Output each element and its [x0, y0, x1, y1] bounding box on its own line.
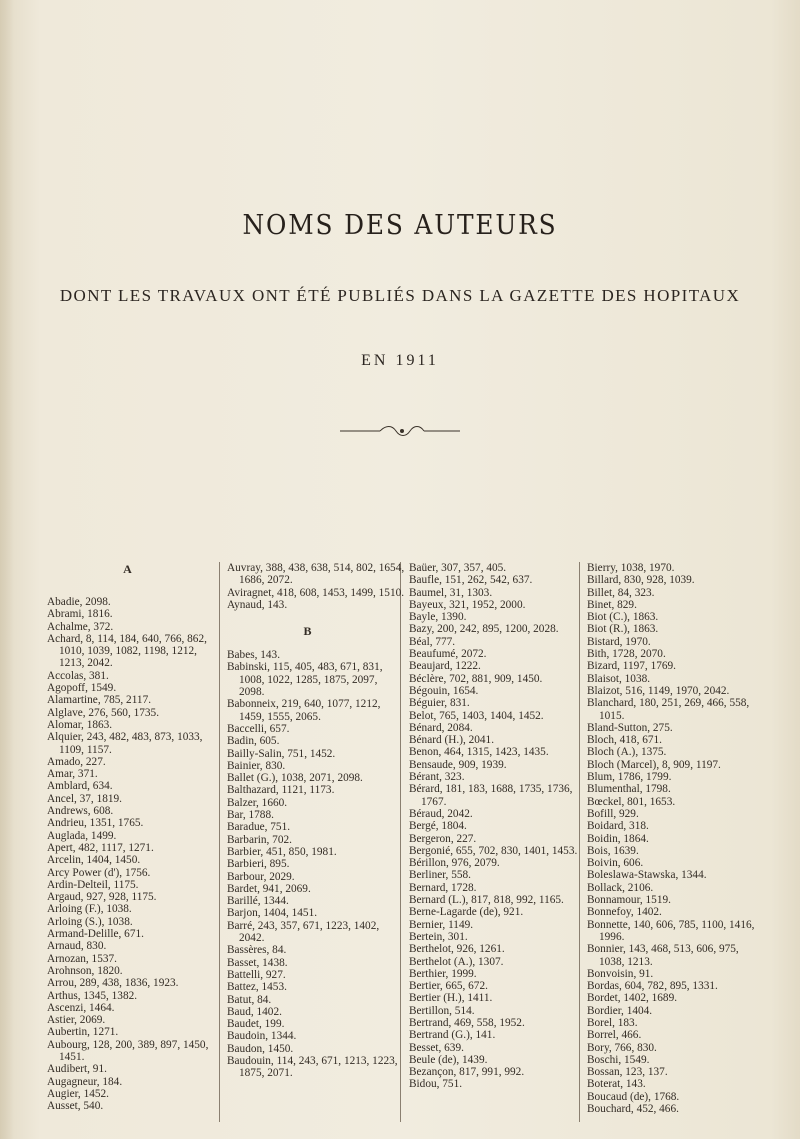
author-entry: Bossan, 123, 137.: [587, 1066, 668, 1079]
author-column-4: [587, 562, 765, 1115]
author-entry: Bayle, 1390.: [409, 611, 467, 624]
author-entry: Bois, 1639.: [587, 844, 639, 857]
author-entry: Berthelot, 926, 1261.: [409, 943, 505, 956]
author-entry: Bertrand, 469, 558, 1952.: [409, 1016, 525, 1029]
author-entry: Arloing (S.), 1038.: [47, 915, 133, 928]
author-entry: Bierry, 1038, 1970.: [587, 562, 675, 574]
author-entry: Billard, 830, 928, 1039.: [587, 574, 695, 587]
author-entry: Berthier, 1999.: [409, 967, 477, 980]
author-entry: Borel, 183.: [587, 1016, 638, 1029]
author-entry: Ausset, 540.: [47, 1100, 104, 1113]
author-entry: Aubourg, 128, 200, 389, 897, 1450, 1451.: [47, 1038, 209, 1063]
author-entry: Bayeux, 321, 1952, 2000.: [409, 598, 526, 611]
author-entry: Battelli, 927.: [227, 968, 286, 981]
author-entry: Biot (C.), 1863.: [587, 611, 659, 624]
author-entry: Barbieri, 895.: [227, 858, 290, 871]
author-entry: Berliner, 558.: [409, 869, 471, 882]
author-entry: Berne-Lagarde (de), 921.: [409, 906, 524, 919]
author-entry: Bonnefoy, 1402.: [587, 906, 662, 919]
author-entry: Bertein, 301.: [409, 930, 468, 943]
author-entry: Bérillon, 976, 2079.: [409, 857, 500, 870]
author-entry: Achard, 8, 114, 184, 640, 766, 862, 1010, 1039, 1082, 1198, 1212, 1213, 2042.: [47, 632, 207, 670]
author-entry: Baradue, 751.: [227, 821, 291, 834]
author-entry: Audibert, 91.: [47, 1063, 107, 1076]
author-entry: Alomar, 1863.: [47, 718, 113, 731]
author-entry: Baudet, 199.: [227, 1018, 285, 1031]
author-entry: Baudoin, 1344.: [227, 1030, 297, 1043]
author-entry: Arthus, 1345, 1382.: [47, 989, 138, 1002]
author-entry: Béclère, 702, 881, 909, 1450.: [409, 672, 543, 685]
author-entry: Argaud, 927, 928, 1175.: [47, 891, 157, 904]
author-entry: Ardin-Delteil, 1175.: [47, 878, 139, 891]
author-entry: Bloch (Marcel), 8, 909, 1197.: [587, 758, 721, 771]
author-entry: Astier, 2069.: [47, 1014, 106, 1027]
author-entry: Abadie, 2098.: [47, 596, 111, 608]
author-entry: Baccelli, 657.: [227, 722, 290, 735]
author-entry: Barbier, 451, 850, 1981.: [227, 845, 337, 858]
author-entry: Andrews, 608.: [47, 805, 114, 818]
author-entry: Belot, 765, 1403, 1404, 1452.: [409, 709, 544, 722]
author-entry: Achalme, 372.: [47, 620, 114, 633]
author-entry: Baüer, 307, 357, 405.: [409, 562, 507, 574]
author-entry: Bernier, 1149.: [409, 918, 474, 931]
author-entry: Bertrand (G.), 141.: [409, 1029, 496, 1042]
author-entry: Biot (R.), 1863.: [587, 623, 659, 636]
author-entry: Boleslawa-Stawska, 1344.: [587, 869, 707, 882]
author-entry: Bonnier, 143, 468, 513, 606, 975, 1038, 1213.: [587, 943, 739, 968]
author-entry: Blaizot, 516, 1149, 1970, 2042.: [587, 684, 730, 697]
author-entry: Apert, 482, 1117, 1271.: [47, 841, 154, 854]
author-column-2: [227, 562, 405, 1080]
author-entry: Andrieu, 1351, 1765.: [47, 817, 144, 830]
author-entry: Bœckel, 801, 1653.: [587, 795, 676, 808]
author-entry: Bloch (A.), 1375.: [587, 746, 667, 759]
author-entry: Abrami, 1816.: [47, 608, 113, 621]
author-entry: Ballet (G.), 1038, 2071, 2098.: [227, 772, 363, 785]
author-entry: Arrou, 289, 438, 1836, 1923.: [47, 977, 179, 990]
author-entry: Babinski, 115, 405, 483, 671, 831, 1008, 1022, 1285, 1875, 2097, 2098.: [227, 661, 383, 699]
author-entry: Boidin, 1864.: [587, 832, 649, 845]
author-entry: Bordas, 604, 782, 895, 1331.: [587, 980, 718, 993]
author-entry: Beaujard, 1222.: [409, 660, 481, 673]
author-entry: Battez, 1453.: [227, 981, 287, 994]
author-entry: Bouchard, 452, 466.: [587, 1103, 679, 1116]
author-entry: Arnozan, 1537.: [47, 952, 117, 965]
author-entry: Bertier, 665, 672.: [409, 980, 488, 993]
author-entry: Bernard, 1728.: [409, 881, 477, 894]
author-entry: Berthelot (A.), 1307.: [409, 955, 504, 968]
author-entry: Arohnson, 1820.: [47, 964, 123, 977]
author-entry: Baudon, 1450.: [227, 1042, 294, 1055]
author-entry: Barbarin, 702.: [227, 833, 292, 846]
author-entry: Bory, 766, 830.: [587, 1041, 657, 1054]
author-entry: Bistard, 1970.: [587, 635, 651, 648]
author-entry: Amar, 371.: [47, 768, 98, 781]
author-entry: Accolas, 381.: [47, 669, 109, 682]
section-letter-heading: B: [303, 624, 313, 639]
author-entry: Batut, 84.: [227, 993, 272, 1006]
author-entry: Alamartine, 785, 2117.: [47, 694, 152, 707]
author-column-3: [409, 562, 587, 1091]
author-entry: Armand-Delille, 671.: [47, 928, 144, 941]
author-entry: Augier, 1452.: [47, 1087, 109, 1100]
author-entry: Bofill, 929.: [587, 807, 639, 820]
author-entry: Bezançon, 817, 991, 992.: [409, 1066, 525, 1079]
author-entry: Babonneix, 219, 640, 1077, 1212, 1459, 1555, 2065.: [227, 698, 381, 723]
author-entry: Bordet, 1402, 1689.: [587, 992, 678, 1005]
author-entry: Béal, 777.: [409, 635, 456, 648]
author-entry: Blum, 1786, 1799.: [587, 771, 672, 784]
author-entry: Baufle, 151, 262, 542, 637.: [409, 574, 533, 587]
author-entry: Barré, 243, 357, 671, 1223, 1402, 2042.: [227, 919, 380, 945]
author-entry: Baud, 1402.: [227, 1005, 282, 1018]
author-entry: Besset, 639.: [409, 1041, 464, 1054]
author-entry: Bassères, 84.: [227, 944, 287, 957]
author-entry: Amblard, 634.: [47, 780, 113, 793]
author-entry: Aynaud, 143.: [227, 598, 288, 611]
author-entry: Bergé, 1804.: [409, 820, 467, 833]
author-entry: Binet, 829.: [587, 598, 637, 611]
author-entry: Bordier, 1404.: [587, 1004, 653, 1017]
author-entry: Baumel, 31, 1303.: [409, 586, 493, 599]
author-entry: Alquier, 243, 482, 483, 873, 1033, 1109, 1157.: [47, 731, 203, 756]
author-entry: Bénard, 2084.: [409, 721, 473, 734]
author-entry: Ascenzi, 1464.: [47, 1001, 115, 1014]
author-entry: Amado, 227.: [47, 755, 106, 768]
author-entry: Bérant, 323.: [409, 771, 465, 784]
author-entry: Bland-Sutton, 275.: [587, 721, 673, 734]
author-entry: Bégouin, 1654.: [409, 684, 479, 697]
author-entry: Boucaud (de), 1768.: [587, 1090, 680, 1103]
author-entry: Borrel, 466.: [587, 1029, 642, 1042]
author-entry: Bloch, 418, 671.: [587, 734, 662, 747]
author-entry: Alglave, 276, 560, 1735.: [47, 706, 160, 719]
author-entry: Aubertin, 1271.: [47, 1026, 119, 1039]
author-entry: Balthazard, 1121, 1173.: [227, 784, 335, 797]
author-entry: Arnaud, 830.: [47, 940, 107, 953]
section-letter-heading: A: [123, 562, 133, 576]
author-entry: Bensaude, 909, 1939.: [409, 758, 507, 771]
author-entry: Bertier (H.), 1411.: [409, 992, 493, 1005]
author-entry: Basset, 1438.: [227, 956, 288, 969]
author-entry: Blaisot, 1038.: [587, 672, 651, 685]
author-entry: Blumenthal, 1798.: [587, 783, 671, 796]
author-entry: Arcelin, 1404, 1450.: [47, 854, 141, 867]
author-entry: Boterat, 143.: [587, 1078, 646, 1091]
author-entry: Balzer, 1660.: [227, 796, 288, 809]
author-entry: Blanchard, 180, 251, 269, 466, 558, 1015.: [587, 697, 750, 722]
author-entry: Bidou, 751.: [409, 1078, 463, 1091]
author-entry: Barjon, 1404, 1451.: [227, 907, 318, 920]
author-entry: Bardet, 941, 2069.: [227, 882, 311, 895]
author-entry: Billet, 84, 323.: [587, 586, 655, 599]
author-entry: Bernard (L.), 817, 818, 992, 1165.: [409, 894, 564, 907]
author-entry: Auglada, 1499.: [47, 829, 117, 842]
page-title: NOMS DES AUTEURS: [242, 210, 558, 241]
author-entry: Bailly-Salin, 751, 1452.: [227, 747, 336, 760]
author-entry: Boidard, 318.: [587, 820, 649, 833]
author-entry: Barbour, 2029.: [227, 870, 295, 883]
author-entry: Beaufumé, 2072.: [409, 648, 487, 661]
author-entry: Arcy Power (d'), 1756.: [47, 866, 151, 879]
author-entry: Boivin, 606.: [587, 857, 644, 870]
author-entry: Bollack, 2106.: [587, 881, 654, 894]
author-entry: Bénard (H.), 2041.: [409, 734, 495, 747]
author-entry: Boschi, 1549.: [587, 1053, 650, 1066]
author-entry: Bainier, 830.: [227, 759, 286, 772]
author-entry: Augagneur, 184.: [47, 1075, 123, 1088]
author-entry: Benon, 464, 1315, 1423, 1435.: [409, 746, 549, 759]
author-entry: Agopoff, 1549.: [47, 682, 117, 695]
author-entry: Bonnette, 140, 606, 785, 1100, 1416, 1996.: [587, 918, 755, 943]
author-entry: Barillé, 1344.: [227, 895, 289, 908]
author-entry: Bertillon, 514.: [409, 1004, 475, 1017]
author-entry: Arloing (F.), 1038.: [47, 903, 132, 916]
author-entry: Bonnamour, 1519.: [587, 894, 671, 907]
author-entry: Beule (de), 1439.: [409, 1053, 488, 1066]
author-entry: Bar, 1788.: [227, 809, 274, 822]
author-entry: Aviragnet, 418, 608, 1453, 1499, 1510.: [227, 586, 405, 599]
page-binding-edge: [0, 0, 14, 1139]
page-year: EN 1911: [361, 352, 439, 369]
author-entry: Bérard, 181, 183, 1688, 1735, 1736, 1767.: [409, 783, 573, 808]
ornament-divider: [340, 423, 460, 439]
author-entry: Auvray, 388, 438, 638, 514, 802, 1654, 1686, 2072.: [227, 562, 405, 587]
author-entry: Bergeron, 227.: [409, 832, 477, 845]
author-entry: Babes, 143.: [227, 649, 281, 662]
author-entry: Bazy, 200, 242, 895, 1200, 2028.: [409, 623, 559, 636]
author-entry: Baudouin, 114, 243, 671, 1213, 1223, 1875, 2071.: [227, 1054, 398, 1080]
author-entry: Bergonié, 655, 702, 830, 1401, 1453.: [409, 844, 578, 857]
author-entry: Badin, 605.: [227, 735, 280, 748]
author-entry: Bith, 1728, 2070.: [587, 648, 666, 661]
author-entry: Bonvoisin, 91.: [587, 967, 654, 980]
author-entry: Bizard, 1197, 1769.: [587, 660, 677, 673]
author-entry: Béguier, 831.: [409, 697, 470, 710]
author-entry: Ancel, 37, 1819.: [47, 792, 122, 805]
author-entry: Béraud, 2042.: [409, 807, 473, 820]
page-subtitle: DONT LES TRAVAUX ONT ÉTÉ PUBLIÉS DANS LA GAZETTE DES HOPITAUX: [59, 286, 741, 305]
author-column-1: [47, 562, 225, 1112]
